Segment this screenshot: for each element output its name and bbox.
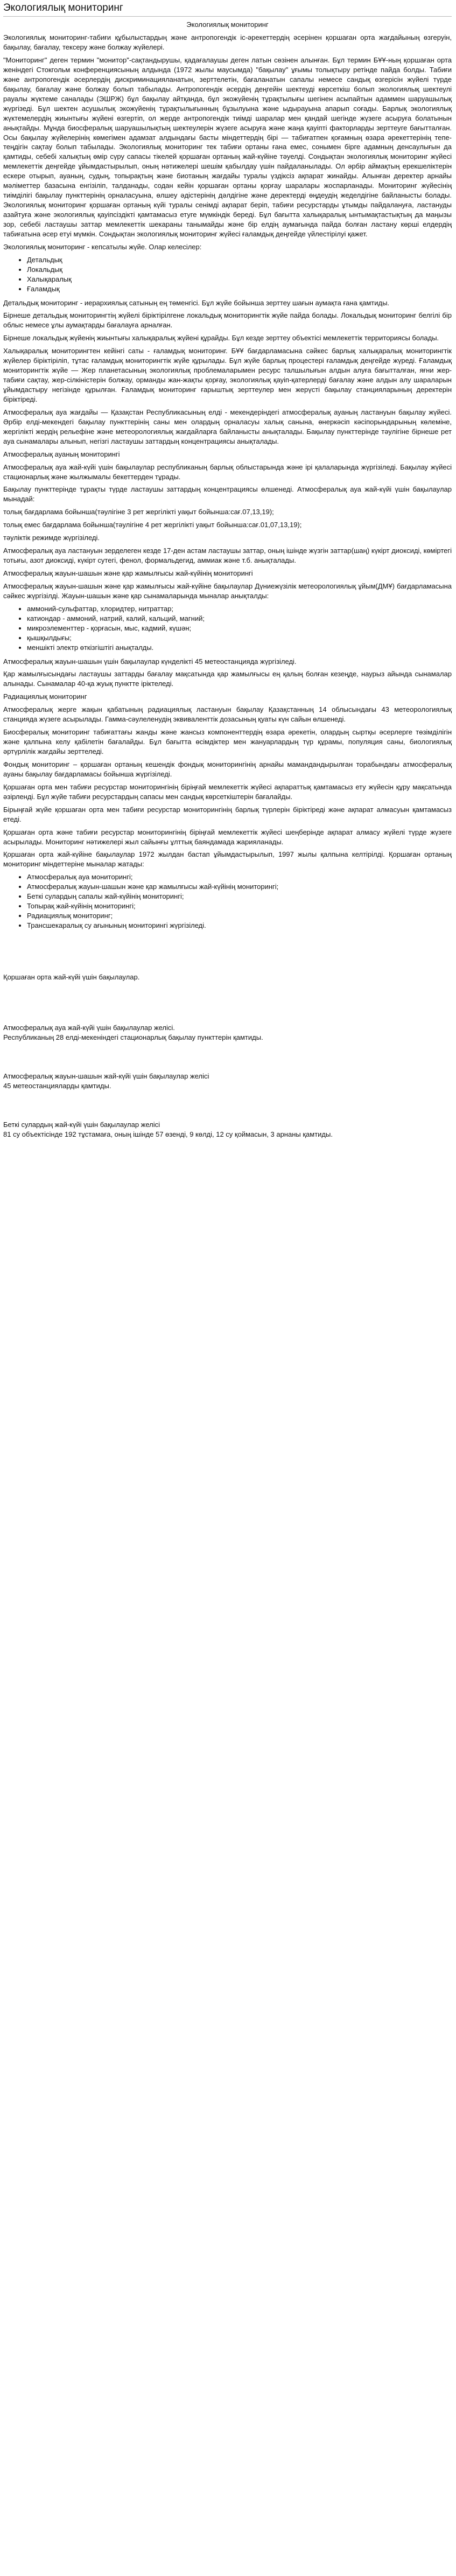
paragraph: Қоршаған орта мен табиғи ресурстар мониторингінің біріңғай мемлекеттік жүйесі ақпараттық қамтамасыз ету жүйесін құру мақсатында әзірленді. Бұл жүйе табиғи ресурстардың сапасы мен сандық көрсеткіштерін бағалайды. bbox=[3, 782, 452, 801]
list-item: • қышқылдығы; bbox=[27, 633, 452, 643]
list-item: • микроэлементтер - қорғасын, мыс, кадмий, күшән; bbox=[27, 624, 452, 633]
paragraph: "Мониторинг" деген термин "монитор"-сақтандырушы, қадағалаушы деген латын сөзінен алынған. Бұл термин БҰҰ-ның қоршаған орта женіндегі Стокгольм конференциясының алдында (1972 жылы маусымда) "бақылау" ұғымы толықтыру ретінде пайда болды. Табиғи және антропогендік әсерлердің дискриминацияланатын, зерттелетін, бағаланатын сапалы немесе сандық өзгерісін жүйелі түрде бақылау, бағалау және болжау болып табылады. Антропогендік әсердің деңгейін шектеуді көрсеткіш болып экологиялық шектеулі рауалы жүктеме саналады (ЭШРЖ) бұл бақылау айтқанда, бұл экожүйенің тұрақтылығы шегінен асыпайтын адаммен шаруашылық жүргізеді. Бұл шектен асушылық экожүйенің тұрақтылығынның бұзылуына және ыдырауына апарып соғады. Барлық экологиялық жүктемелердің жиынтығы жүйені өзгертіп, ол жерде антропогендік тиімді шаралар мен қандай шегінде жүзеге асыруға болатынын анықтайды. Мұнда биосфералық шаруашылықтың шектеулерін жүзеге асыруға және жаңа қауіпті факторларды зерттеуге бағытталған. Осы бақылау жүйелерінің көмегімен адамзат алдындағы басты міндеттердің бірі — табиғатпен қоғамның өзара әрекеттерінің тепе-теңдігін сақтау болып табылады. Экологиялық мониторинг тек табиғи ортаны ғана емес, сонымен бірге адамның денсаулығын да қамтиды, себебі халықтың өмір сүру сапасы тікелей қоршаған ортаның жай-күйіне тәуелді. Сондықтан экологиялық мониторинг жүйесі мемлекеттік деңгейде ұйымдастырылып, оның нәтижелері шешім қабылдау үшін пайдаланылады. Ол әрбір аймақтың ерекшеліктерін ескере отырып, ауаның, судың, топырақтың және биотаның жағдайы туралы үздіксіз ақпарат жинайды. Алынған деректер арнайы мәліметтер базасына енгізіліп, талданады, содан кейін қоршаған ортаны қорғау шаралары жоспарланады. Мониторинг жүйесінің тиімділігі бақылау пункттерінің орналасуына, өлшеу әдістерінің дәлдігіне және деректерді өңдеудің жеделдігіне байланысты болады. Экологиялық мониторинг қоршаған ортаның күйі туралы сенімді ақпарат беріп, табиғи ресурстарды ұтымды пайдалануға, ластануды азайтуға және экологиялық қауіпсіздікті қамтамасыз етуге мүмкіндік береді. Бұл бағытта халықаралық ынтымақтастықтың да маңызы зор, себебі ластаушы заттар мемлекеттік шекараны танымайды және бір елдің аумағында пайда болған ластану көрші елдердің табиғатына әсер етуі мүмкін. Сондықтан экологиялық мониторинг жүйесі ғаламдық деңгейде үйлестірілуі қажет. bbox=[3, 56, 452, 238]
list-item: • Радиациялық мониторинг; bbox=[27, 911, 452, 921]
paragraph: толық емес бағдарлама бойынша(тәулігіне 4 рет жергілікті уақыт бойынша:сағ.01,07,13,19); bbox=[3, 521, 302, 529]
paragraph: Бақылау пункттерінде тұрақты түрде ластаушы заттардың концентрациясы өлшенеді. Атмосфералық ауа жай-күйі үшін бақылаулар мынадай: bbox=[3, 485, 452, 503]
paragraph: Биосфералық мониторинг табиғаттағы жанды және жансыз компоненттердің өзара әрекетін, олардың сыртқы әсерлерге төзімділігін және қалпына келу қабілетін бағалайды. Бұл бағытта өсімдіктер мен жануарлардың түр құрамы, популяция саны, биологиялық әртүрлілік жағдайы зерттеледі. bbox=[3, 728, 452, 756]
section-heading: Атмосфералық жауын-шашын және қар жамылғысы жай-күйінің мониторингі bbox=[3, 569, 253, 578]
section-heading: Атмосфералық ауаның мониторингі bbox=[3, 450, 120, 458]
spacer bbox=[3, 1046, 452, 1072]
paragraph: Детальдық мониторинг - иерархиялық сатының ең төменгісі. Бұл жүйе бойынша зерттеу шағын аумақта ғана қамтиды. bbox=[3, 298, 390, 307]
paragraph: Атмосфералық ауа жай-күйі үшін бақылаулар республиканың барлық облыстарында және ірі қалаларында жүргізіледі. Бақылау жүйесі стационарлық және жылжымалы бекеттерден тұрады. bbox=[3, 463, 452, 481]
list-item: • катиондар - аммоний, натрий, калий, кальций, магний; bbox=[27, 614, 452, 624]
list-item: • Халықаралық bbox=[27, 275, 452, 284]
paragraph: Атмосфералық ауа жай-күйі үшін бақылаулар желісі. Республиканың 28 елді-мекеніндегі стационарлық бақылау пункттерін қамтиды. bbox=[3, 1023, 263, 1041]
paragraph: Атмосфералық ауа жағдайы — Қазақстан Республикасының елді - мекендеріндегі атмосфералық ауаның ластануын бақылау жүйесі. Әрбір елді-мекендегі бақылау пункттерінің саны мен олардың орналасуы халық санына, өнеркәсіп кәсіпорындарының көлеміне, жергілікті жердің рельефіне және метеорологиялық жағдайларға байланысты анықталады. Бақылау пункттерінде тәулігіне бірнеше рет ауа сынамалары алынып, негізгі ластаушы заттардың концентрациясы анықталады. bbox=[3, 408, 452, 445]
paragraph: Экологиялық мониторинг - кепсатылы жүйе. Олар келесілер: bbox=[3, 242, 202, 251]
section-heading: Қоршаған орта жай-күйі үшін бақылаулар. bbox=[3, 972, 140, 981]
snow-analysis-list bbox=[3, 604, 452, 653]
section-heading: Радиациялық мониторинг bbox=[3, 692, 87, 701]
list-item: • меншікті электр өткізгіштігі анықталды. bbox=[27, 643, 452, 653]
paragraph: Атмосфералық жауын-шашын жай-күйі үшін бақылаулар желісі 45 метеостанцияларды қамтиды. bbox=[3, 1072, 209, 1090]
list-item: • Детальдық bbox=[27, 255, 452, 265]
paragraph: Бірнеше детальдық мониторингтің жүйелі біріктірілгене локальдық мониторингтік жүйе пайда болады. Локальдық мониторинг белгілі бір облыс немесе ұлы аумақтарды бағалауға арналған. bbox=[3, 311, 452, 330]
paragraph: Атмосфералық жерге жақын қабатының радиациялық ластануын бақылау Қазақстанның 14 облысындағы 43 метеорологиялық станцияда жүзеге асырылады. Гамма-сәулеленудің эквиваленттік дозасының қуаты күн сайын өлшенеді. bbox=[3, 705, 452, 724]
list-item: • Ғаламдық bbox=[27, 284, 452, 294]
section-subtitle: Экологиялық мониторинг bbox=[186, 20, 269, 29]
paragraph: Атмосфералық жауын-шашын үшін бақылаулар күнделікті 45 метеостанцияда жүргізіледі. bbox=[3, 657, 297, 666]
paragraph: Экологиялық мониторинг-табиғи құбылыстардың және антропогендік іс-әрекеттердің әсерінен қоршаған орта жағдайының өзгеруін, бақылау, бағалау, тексеру және болжау жүйелері. bbox=[3, 33, 452, 52]
list-item: • Топырақ жай-күйінің мониторингі; bbox=[27, 901, 452, 911]
paragraph: Халықаралық мониторингтен кейінгі саты - ғаламдық мониторинг. БҰҰ бағдарламасына сәйкес барлық халықаралық мониторингтік жүйелер біріктіріліп, тұтас ғаламдық мониторингтік жүйе құрылады. Бұл жүйе барлық процестері ғаламдық деңгейде жүреді. Ғаламдық мониторингтік жүйе — Жер планетасының экологиялық проблемаларымен ресурс талшылығын алдын алуға бағытталған, яғни жер-табиғи сақтау, жер-сілкіністерін болжау, орманды жан-жақты қорғау, экологиялық қауіп-қатерлерді бағалау және алдын алу шараларын ұйымдастыру негізінде құрылған. Ғаламдық мониторинг ғарыштық зерттеулер мен жерүсті бақылау станцияларының деректерін біріктіреді. bbox=[3, 347, 452, 403]
page bbox=[0, 0, 456, 1139]
paragraph: Қоршаған орта және табиғи ресурстар мониторингінің біріңғай мемлекеттік жүйесі шеңберінде ақпарат алмасу жүйелі түрде жүзеге асырылады. Мониторинг нәтижелері жыл сайынғы ұлттық баяндамада жарияланады. bbox=[3, 828, 452, 846]
paragraph: тәуліктік режимде жүргізіледі. bbox=[3, 534, 100, 542]
spacer bbox=[3, 935, 452, 972]
page-title: Экологиялық мониторинг bbox=[3, 0, 452, 17]
levels-list bbox=[3, 255, 452, 294]
paragraph: Қар жамылғысындағы ластаушы заттарды бағалау мақсатында қар жамылғысы ең қалың болған кезеңде, наурыз айында сынамалар алынады. Сынамалар 40-қа жуық пунктте іріктеледі. bbox=[3, 670, 452, 688]
list-item: • Локальдық bbox=[27, 265, 452, 275]
list-item: • Трансшекаралық су ағынының мониторингі жүргізіледі. bbox=[27, 921, 452, 930]
paragraph: Бірыңғай жүйе қоршаған орта мен табиғи ресурстар мониторингінің барлық түрлерін біріктіреді және ақпарат алмасуын қамтамасыз етеді. bbox=[3, 805, 452, 823]
spacer bbox=[3, 985, 452, 1023]
list-item: • Атмосфералық жауын-шашын және қар жамылғысы жай-күйінің мониторингі; bbox=[27, 882, 452, 892]
paragraph: толық бағдарлама бойынша(тәулігіне 3 рет жергілікті уақыт бойынша:сағ.07,13,19); bbox=[3, 508, 274, 516]
paragraph: Беткі сулардың жай-күйі үшін бақылаулар желісі 81 су объектісінде 192 тұстамаға, оның ішінде 57 өзенді, 9 көлді, 12 су қоймасын, 3 арнаны қамтиды. bbox=[3, 1120, 333, 1138]
list-item: • аммоний-сульфаттар, хлоридтер, нитраттар; bbox=[27, 604, 452, 614]
paragraph: Бірнеше локальдық жүйенің жиынтығы халықаралық жүйені құрайды. Бұл кезде зерттеу объектісі мемлекеттік территориясы болады. bbox=[3, 334, 439, 342]
paragraph: Фондық мониторинг – қоршаған ортаның кешендік фондық мониторингінің арнайы мамандандырылған торабындағы атмосфералық ауаны бақылау бағдарламасы бойынша жүргізіледі. bbox=[3, 760, 452, 778]
monitoring-types-list bbox=[3, 872, 452, 930]
list-item: • Беткі сулардың сапалы жай-күйінің мониторингі; bbox=[27, 892, 452, 901]
spacer bbox=[3, 1094, 452, 1120]
list-item: • Атмосфералық ауа мониторингі; bbox=[27, 872, 452, 882]
paragraph: Атмосфералық ауа ластануын зерделеген кезде 17-ден астам ластаушы заттар, оның ішінде жүзгін заттар(шаң) күкірт диоксиді, көміртегі тотығы, азот диоксиді, күкірт сутегі, фенол, формальдегид, аммиак және т.б. анықталады. bbox=[3, 547, 452, 565]
paragraph: Қоршаған орта жай-күйіне бақылаулар 1972 жылдан бастап ұйымдастырылып, 1997 жылы қалпына келтірілді. Қоршаған ортаның мониторинг міндеттеріне мыналар жатады: bbox=[3, 850, 452, 869]
paragraph: Атмосфералық жауын-шашын және қар жамылғысы жай-күйіне бақылаулар Дүниежүзілік метеорологиялық ұйым(ДМҰ) бағдарламасына сәйкес жүргізілді. Жауын-шашын және қар сынамаларында мыналар анықталды: bbox=[3, 582, 452, 600]
